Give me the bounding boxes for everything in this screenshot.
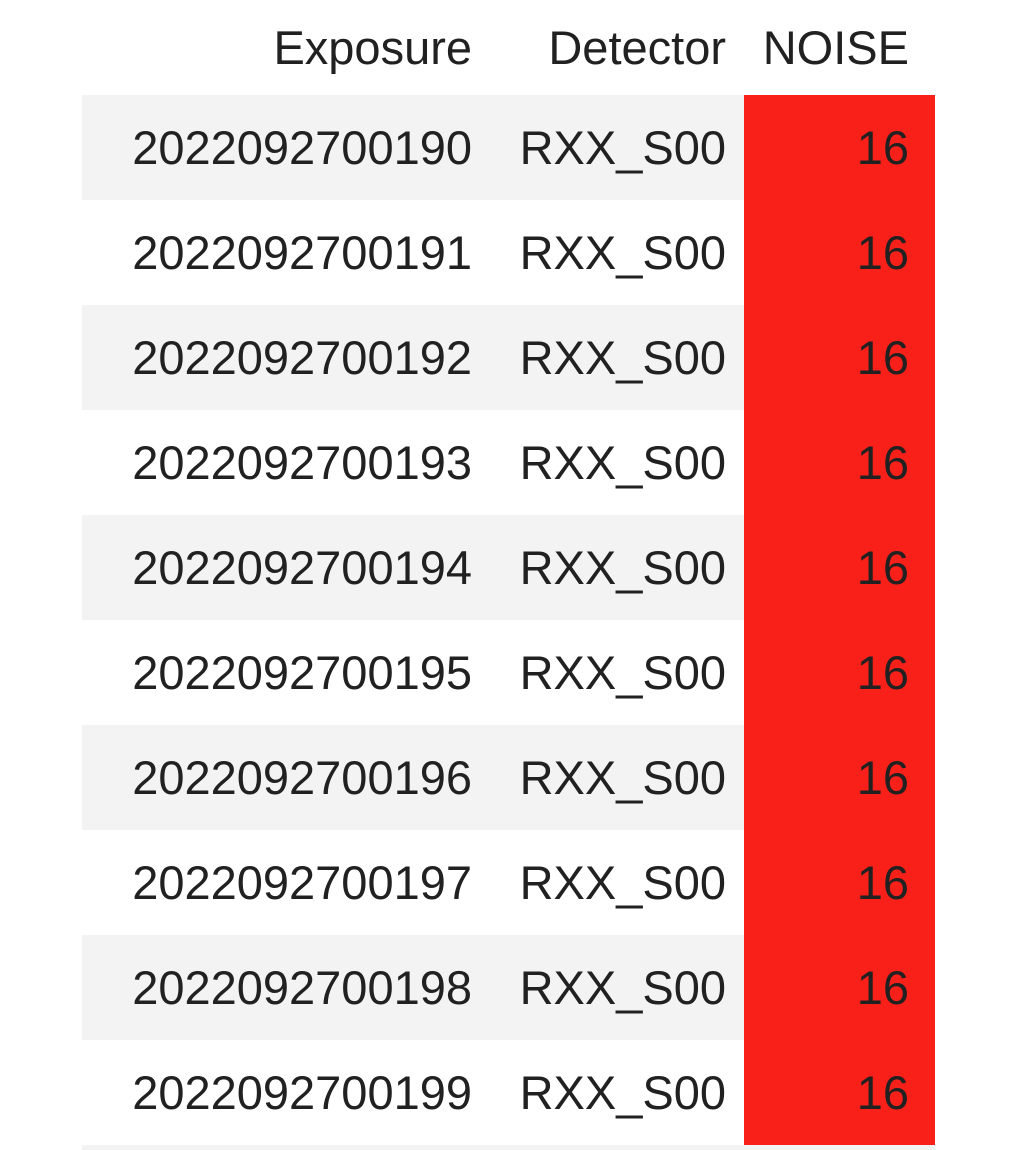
detector-cell: RXX_S00 [519, 1066, 726, 1119]
exposure-cell: 2022092700193 [132, 436, 472, 489]
next-row-sliver [82, 1145, 935, 1150]
noise-cell: 16 [744, 1040, 935, 1145]
detector-cell: RXX_S00 [519, 961, 726, 1014]
detector-cell: RXX_S00 [519, 331, 726, 384]
column-header-detector: Detector [548, 21, 726, 74]
table-body [82, 95, 935, 1145]
noise-cell: 16 [744, 410, 935, 515]
table-row [82, 1040, 935, 1145]
noise-cell: 16 [744, 515, 935, 620]
noise-cell: 16 [744, 830, 935, 935]
detector-cell: RXX_S00 [519, 226, 726, 279]
detector-cell: RXX_S00 [519, 856, 726, 909]
noise-cell: 16 [744, 725, 935, 830]
table-row [82, 410, 935, 515]
table-header-row [82, 0, 935, 95]
table-row [82, 200, 935, 305]
table-row [82, 725, 935, 830]
table-row [82, 830, 935, 935]
detector-cell: RXX_S00 [519, 121, 726, 174]
noise-cell: 16 [744, 935, 935, 1040]
detector-cell: RXX_S00 [519, 646, 726, 699]
noise-cell: 16 [744, 620, 935, 725]
exposure-cell: 2022092700198 [132, 961, 472, 1014]
column-header-noise: NOISE [762, 21, 909, 74]
table-row [82, 305, 935, 410]
exposure-cell: 2022092700196 [132, 751, 472, 804]
exposure-cell: 2022092700190 [132, 121, 472, 174]
detector-cell: RXX_S00 [519, 751, 726, 804]
column-header-exposure: Exposure [273, 21, 472, 74]
exposure-cell: 2022092700195 [132, 646, 472, 699]
table-row [82, 620, 935, 725]
exposure-cell: 2022092700194 [132, 541, 472, 594]
exposure-cell: 2022092700192 [132, 331, 472, 384]
dataframe-table [82, 0, 935, 1150]
exposure-cell: 2022092700199 [132, 1066, 472, 1119]
exposure-cell: 2022092700197 [132, 856, 472, 909]
table-row [82, 935, 935, 1040]
table-row [82, 95, 935, 200]
table-row [82, 515, 935, 620]
noise-cell: 16 [744, 305, 935, 410]
exposure-cell: 2022092700191 [132, 226, 472, 279]
detector-cell: RXX_S00 [519, 436, 726, 489]
noise-cell: 16 [744, 95, 935, 200]
noise-cell: 16 [744, 200, 935, 305]
detector-cell: RXX_S00 [519, 541, 726, 594]
